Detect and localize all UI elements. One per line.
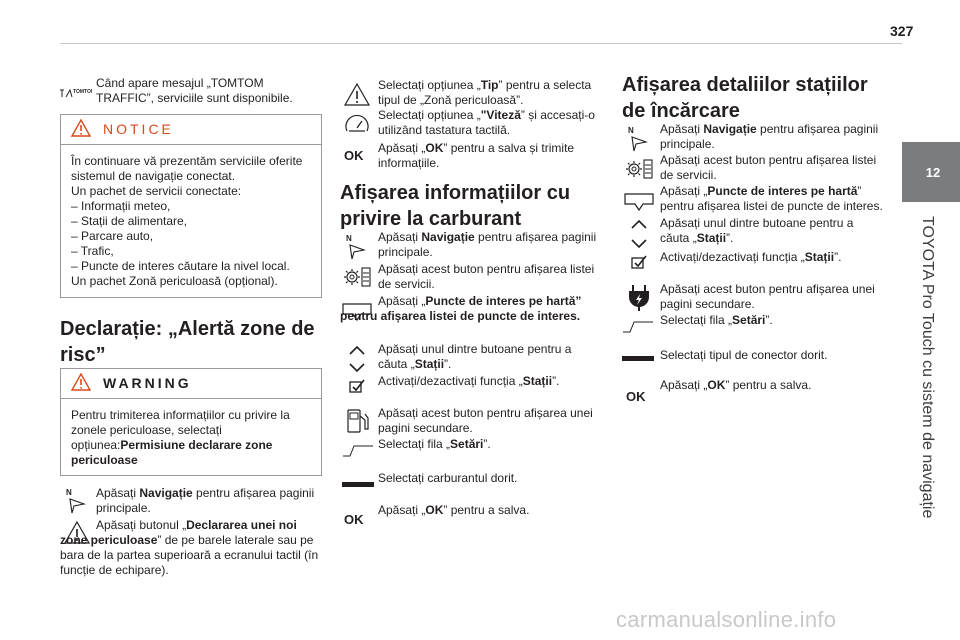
fuel-step-search: Apăsați unul dintre butoane pentru a căuta „Stații”. xyxy=(378,342,572,371)
step-declare-zone: Apăsați butonul „Declararea unei noi zone periculoase” de pe barele laterale sau pe bara de la partea superioară a ecranului tactil (în funcție de echipare). xyxy=(60,518,319,577)
svg-text:N: N xyxy=(66,488,72,497)
charge-step-ok: Apăsați „OK” pentru a salva. xyxy=(660,378,812,392)
charge-step-search: Apăsați unul dintre butoane pentru a căuta „Stații”. xyxy=(660,216,854,245)
navigation-icon[interactable] xyxy=(622,124,656,154)
warning-icon xyxy=(71,373,91,395)
charge-step-navigation: Apăsați Navigație pentru afișarea paginii principale. xyxy=(660,122,879,151)
tab-settings-icon[interactable] xyxy=(622,318,654,334)
warning-text: Pentru trimiterea informațiilor cu privire la zonele periculoase, selectați opțiunea: xyxy=(71,408,290,452)
tomtom-logo-text: TOMTO xyxy=(73,89,91,95)
heading-fuel-info: Afișarea informațiilor cu privire la carburant xyxy=(340,182,571,230)
ok-button[interactable]: OK xyxy=(626,389,646,404)
notice-line: – Parcare auto, xyxy=(71,229,154,243)
notice-line: – Stații de alimentare, xyxy=(71,214,188,228)
speedometer-icon[interactable] xyxy=(340,110,374,140)
charge-step-poi: Apăsați „Puncte de interes pe hartă” pentru afișarea listei de puncte de interes. xyxy=(660,184,883,213)
fuel-step-toggle: Activați/dezactivați funcția „Stații”. xyxy=(378,374,560,388)
fuel-station-icon[interactable] xyxy=(340,406,374,436)
svg-text:N: N xyxy=(628,126,634,135)
charge-step-connector: Selectați tipul de conector dorit. xyxy=(660,348,828,362)
step-ok-send: Apăsați „OK” pentru a salva și trimite informațiile. xyxy=(378,141,575,170)
ok-button[interactable]: OK xyxy=(344,512,364,527)
charge-step-toggle: Activați/dezactivați funcția „Stații”. xyxy=(660,250,842,264)
notice-icon xyxy=(71,119,91,141)
heading-charging-stations: Afișarea detaliilor stațiilor de încărcare xyxy=(622,74,868,122)
header-divider xyxy=(60,43,902,44)
notice-line: În continuare vă prezentăm serviciile oferite sistemul de navigație conectat. xyxy=(71,154,303,183)
services-list-icon[interactable] xyxy=(622,154,656,184)
step-navigation: Apăsați Navigație pentru afișarea paginii principale. xyxy=(96,486,315,515)
fuel-step-ok: Apăsați „OK” pentru a salva. xyxy=(378,503,530,517)
fuel-step-navigation: Apăsați Navigație pentru afișarea paginii principale. xyxy=(378,230,597,259)
chevron-down-icon[interactable] xyxy=(630,238,648,250)
heading-alert-zones: Declarație: „Alertă zone de risc” xyxy=(60,318,315,366)
fuel-step-secondary-page: Apăsați acest buton pentru afișarea unei pagini secundare. xyxy=(378,406,593,435)
ok-button[interactable]: OK xyxy=(344,148,364,163)
chevron-up-icon[interactable] xyxy=(630,218,648,230)
notice-line: – Informații meteo, xyxy=(71,199,171,213)
fuel-step-settings: Selectați fila „Setări”. xyxy=(378,437,491,451)
select-bar-icon[interactable] xyxy=(622,356,654,361)
tomtom-text: Când apare mesajul „TOMTOM TRAFFIC”, serviciile sunt disponibile. xyxy=(96,76,293,105)
poi-map-icon[interactable] xyxy=(622,186,656,216)
notice-line: – Trafic, xyxy=(71,244,114,258)
warning-box xyxy=(60,368,322,476)
watermark: carmanualsonline.info xyxy=(616,607,837,632)
tab-settings-icon[interactable] xyxy=(342,442,374,458)
step-speed: Selectați opțiunea „"Viteză” și accesați-o utilizând tastatura tactilă. xyxy=(378,108,595,137)
fuel-step-select: Selectați carburantul dorit. xyxy=(378,471,518,485)
notice-line: – Puncte de interes căutare la nivel local. xyxy=(71,259,290,273)
services-list-icon[interactable] xyxy=(340,262,374,292)
fuel-step-services: Apăsați acest buton pentru afișarea listei de servicii. xyxy=(378,262,595,291)
tomtom-traffic-icon xyxy=(58,84,92,102)
warning-title: WARNING xyxy=(103,375,192,391)
checkbox-icon[interactable] xyxy=(348,378,366,394)
warning-bold: Permisiune declarare zone periculoase xyxy=(71,438,273,467)
navigation-icon[interactable] xyxy=(340,232,374,262)
notice-line: Un pachet Zonă periculoasă (opțional). xyxy=(71,274,278,288)
chevron-down-icon[interactable] xyxy=(348,362,366,374)
notice-line: Un pachet de servicii conectate: xyxy=(71,184,242,198)
page-number: 327 xyxy=(890,23,914,39)
charge-step-secondary-page: Apăsați acest buton pentru afișarea unei pagini secundare. xyxy=(660,282,875,311)
charge-step-services: Apăsați acest buton pentru afișarea listei de servicii. xyxy=(660,153,877,182)
navigation-icon xyxy=(60,486,94,516)
checkbox-icon[interactable] xyxy=(630,254,648,270)
chapter-title: TOYOTA Pro Touch cu sistem de navigație xyxy=(919,216,936,519)
danger-type-icon[interactable] xyxy=(340,80,374,110)
chapter-tab[interactable]: 12 xyxy=(902,142,960,202)
step-type: Selectați opțiunea „Tip” pentru a selecta tipul de „Zonă periculoasă”. xyxy=(378,78,592,107)
fuel-step-poi: Apăsați „Puncte de interes pe hartă” pentru afișarea listei de puncte de interes. xyxy=(340,294,582,323)
ev-plug-icon[interactable] xyxy=(622,282,656,312)
notice-box xyxy=(60,114,322,298)
svg-text:N: N xyxy=(346,234,352,243)
charge-step-settings: Selectați fila „Setări”. xyxy=(660,313,773,327)
notice-title: NOTICE xyxy=(103,121,174,137)
chevron-up-icon[interactable] xyxy=(348,344,366,356)
select-bar-icon[interactable] xyxy=(342,482,374,487)
